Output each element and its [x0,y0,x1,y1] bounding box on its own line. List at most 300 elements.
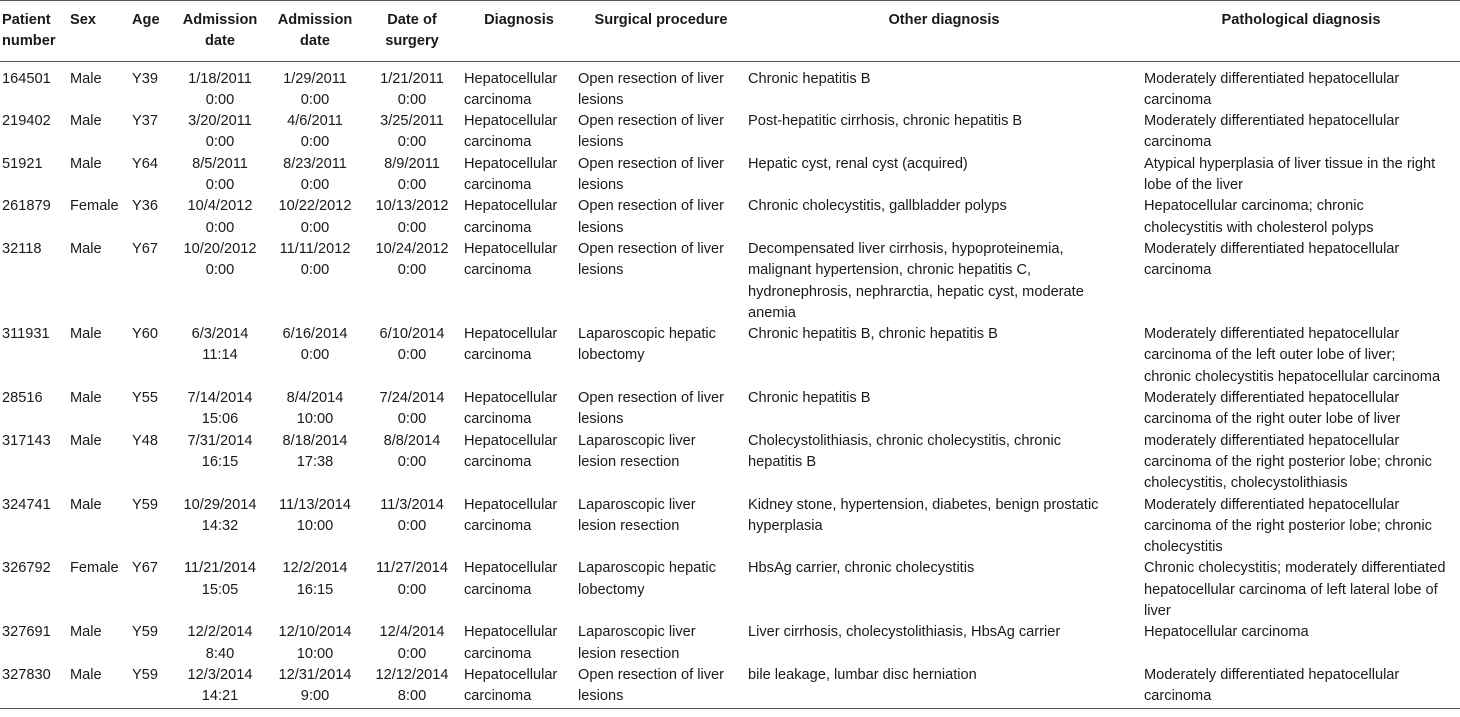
cell-pathological-diagnosis [1142,558,1460,622]
cell-line: lobectomy [578,347,645,364]
header-row [0,1,1460,62]
cell-text: 327691 [2,624,51,641]
cell-pathological-diagnosis [1142,431,1460,495]
cell-line: 10/29/2014 [183,496,257,513]
cell-line: 0:00 [397,347,427,364]
column-header-other-diagnosis [746,1,1142,62]
cell-other-diagnosis [746,431,1142,495]
cell-other-diagnosis [746,154,1142,197]
cell-sex [68,239,130,324]
cell-text: Y55 [132,390,158,407]
cell-date-of-surgery [362,495,462,559]
cell-text: Y64 [132,155,158,172]
cell-line: Moderately differentiated hepatocellular [1144,240,1400,257]
cell-date-of-surgery [362,239,462,324]
cell-age [130,324,172,388]
cell-line: carcinoma of the right posterior lobe; chronic [1144,453,1432,470]
cell-text: Y67 [132,560,158,577]
cell-surgical-procedure [576,558,746,622]
cell-line: carcinoma [464,347,532,364]
cell-admission-date [172,111,268,154]
cell-other-diagnosis [746,665,1142,708]
column-header-text: number [2,33,56,50]
cell-sex [68,61,130,111]
cell-line: 1/29/2011 [283,70,347,87]
cell-line: hepatocellular carcinoma of left lateral lobe of [1144,581,1438,598]
cell-line: 8/9/2011 [384,155,440,172]
cell-age [130,388,172,431]
column-header-text: Date of [387,12,437,28]
cell-admission-date [172,388,268,431]
cell-line: Laparoscopic liver [578,496,696,513]
cell-admission-date [172,154,268,197]
cell-admission-date [172,431,268,495]
column-header-text: surgery [385,33,439,50]
cell-sex [68,665,130,708]
cell-line: Open resection of liver [578,113,725,130]
cell-text: Y59 [132,624,158,641]
cell-admission-date-2 [268,665,362,708]
cell-pathological-diagnosis [1142,495,1460,559]
cell-diagnosis [462,61,576,111]
cell-line: Hepatic cyst, renal cyst (acquired) [748,155,968,172]
cell-age [130,111,172,154]
cell-text: Male [70,624,102,641]
cell-line: 12/2/2014 [187,624,253,641]
cell-admission-date-2 [268,196,362,239]
cell-line: carcinoma [464,645,532,662]
cell-line: Chronic cholecystitis; moderately differentiated [1144,560,1446,577]
cell-diagnosis [462,196,576,239]
cell-line: 7/14/2014 [187,390,253,407]
cell-line: 1/21/2011 [380,70,444,87]
cell-admission-date-2 [268,111,362,154]
cell-line: 11/27/2014 [376,560,448,577]
cell-patient-number [0,154,68,197]
cell-line: 3/20/2011 [188,113,252,130]
cell-line: Open resection of liver [578,240,725,257]
cell-line: carcinoma of the left outer lobe of liver; [1144,347,1396,364]
cell-line: Hepatocellular [464,496,558,513]
cell-other-diagnosis [746,558,1142,622]
cell-line: 0:00 [300,177,330,194]
cell-line: lesions [578,219,624,236]
cell-age [130,431,172,495]
cell-admission-date-2 [268,558,362,622]
cell-text: 219402 [2,113,51,130]
cell-pathological-diagnosis [1142,111,1460,154]
cell-admission-date [172,495,268,559]
cell-line: Laparoscopic liver [578,624,696,641]
cell-surgical-procedure [576,665,746,708]
cell-sex [68,622,130,665]
cell-line: 8/8/2014 [383,432,441,449]
cell-line: 12/12/2014 [375,666,449,683]
cell-line: 0:00 [397,262,427,279]
cell-sex [68,495,130,559]
cell-line: 6/16/2014 [282,326,348,343]
cell-line: Moderately differentiated hepatocellular [1144,70,1400,87]
table-body [0,61,1460,708]
cell-line: Kidney stone, hypertension, diabetes, benign prostatic [748,496,1099,513]
cell-text: Male [70,496,102,513]
cell-text: Male [70,70,102,87]
cell-line: 12/2/2014 [282,560,348,577]
cell-line: Post-hepatitic cirrhosis, chronic hepatitis B [748,113,1023,130]
cell-surgical-procedure [576,495,746,559]
cell-diagnosis [462,239,576,324]
cell-surgical-procedure [576,622,746,665]
cell-date-of-surgery [362,388,462,431]
column-header-text: Patient [2,12,51,28]
cell-line: 0:00 [397,219,427,236]
cell-line: Open resection of liver [578,390,725,407]
cell-line: 1/18/2011 [188,70,252,87]
cell-line: carcinoma [464,411,532,428]
cell-line: 8/5/2011 [192,155,248,172]
cell-line: Decompensated liver cirrhosis, hypoproteinemia, [748,240,1064,257]
column-header-text: date [204,33,235,50]
cell-patient-number [0,558,68,622]
cell-other-diagnosis [746,61,1142,111]
cell-text: Male [70,432,102,449]
cell-line: lesion resection [578,517,680,534]
cell-line: lesions [578,134,624,151]
cell-sex [68,324,130,388]
cell-line: 7/24/2014 [379,390,445,407]
cell-line: carcinoma of the right outer lobe of liver [1144,411,1401,428]
cell-text: Y59 [132,666,158,683]
cell-line: Atypical hyperplasia of liver tissue in the right [1144,155,1436,172]
cell-admission-date-2 [268,431,362,495]
column-header-text: Other diagnosis [888,12,1000,28]
cell-line: lesions [578,177,624,194]
cell-text: Y36 [132,198,158,215]
cell-line: 0:00 [300,134,330,151]
cell-age [130,196,172,239]
cell-surgical-procedure [576,388,746,431]
cell-line: 8/4/2014 [286,390,344,407]
cell-line: 9:00 [300,688,330,705]
cell-line: Moderately differentiated hepatocellular [1144,390,1400,407]
cell-sex [68,558,130,622]
cell-line: 11/13/2014 [279,496,351,513]
cell-surgical-procedure [576,324,746,388]
cell-line: 11:14 [202,347,238,364]
cell-line: Hepatocellular [464,560,558,577]
cell-line: 10:00 [296,411,334,428]
table-row [0,622,1460,665]
cell-text: 164501 [2,70,51,87]
cell-line: 16:15 [296,581,334,598]
column-header-text: Admission [182,12,258,28]
cell-line: 3/25/2011 [380,113,444,130]
cell-line: 8:00 [397,688,427,705]
cell-text: Male [70,155,102,172]
cell-surgical-procedure [576,196,746,239]
cell-line: 11/21/2014 [184,560,256,577]
column-header-text: Diagnosis [484,12,554,28]
cell-line: 8/23/2011 [283,155,347,172]
column-header-text: Pathological diagnosis [1221,12,1381,28]
cell-line: Moderately differentiated hepatocellular [1144,113,1400,130]
cell-sex [68,388,130,431]
cell-line: hepatitis B [748,453,817,470]
cell-age [130,239,172,324]
cell-line: Open resection of liver [578,70,725,87]
column-header-sex [68,1,130,62]
cell-pathological-diagnosis [1142,154,1460,197]
table-row [0,558,1460,622]
cell-text: Y59 [132,496,158,513]
cell-line: 10:00 [296,517,334,534]
cell-line: bile leakage, lumbar disc herniation [748,666,977,683]
cell-line: 0:00 [397,411,427,428]
cell-surgical-procedure [576,61,746,111]
cell-line: 15:06 [201,411,239,428]
cell-diagnosis [462,111,576,154]
column-header-patient-number [0,1,68,62]
cell-admission-date-2 [268,622,362,665]
cell-surgical-procedure [576,239,746,324]
column-header-admission-date [172,1,268,62]
cell-diagnosis [462,154,576,197]
cell-line: carcinoma [464,219,532,236]
cell-line: 10/4/2012 [187,198,253,215]
cell-line: hydronephrosis, nephrarctia, hepatic cyst, moderate [748,283,1084,300]
cell-line: Hepatocellular [464,113,558,130]
cell-line: Cholecystolithiasis, chronic cholecystitis, chronic [748,432,1062,449]
cell-text: Male [70,390,102,407]
cell-date-of-surgery [362,111,462,154]
cell-patient-number [0,239,68,324]
cell-line: Liver cirrhosis, cholecystolithiasis, HbsAg carrier [748,624,1061,641]
cell-line: carcinoma [464,177,532,194]
cell-line: lesions [578,91,624,108]
cell-line: 11/11/2012 [279,240,351,257]
cell-line: moderately differentiated hepatocellular [1144,432,1400,449]
column-header-surgical-procedure [576,1,746,62]
cell-line: 17:38 [296,453,334,470]
cell-line: Hepatocellular [464,240,558,257]
cell-admission-date [172,324,268,388]
cell-line: chronic cholecystitis hepatocellular carcinoma [1144,368,1441,385]
cell-line: Open resection of liver [578,666,725,683]
cell-line: cholecystitis with cholesterol polyps [1144,219,1374,236]
column-header-date-of-surgery [362,1,462,62]
cell-admission-date-2 [268,495,362,559]
cell-age [130,495,172,559]
cell-line: Hepatocellular [464,624,558,641]
cell-line: carcinoma [1144,688,1212,705]
cell-line: lesion resection [578,645,680,662]
cell-line: lesions [578,688,624,705]
cell-admission-date-2 [268,61,362,111]
cell-line: 14:21 [201,688,239,705]
table-row [0,61,1460,111]
cell-line: Laparoscopic liver [578,432,696,449]
cell-line: carcinoma [464,688,532,705]
cell-line: 0:00 [397,645,427,662]
cell-admission-date [172,665,268,708]
cell-diagnosis [462,431,576,495]
cell-surgical-procedure [576,431,746,495]
cell-line: 0:00 [397,91,427,108]
cell-line: carcinoma [464,581,532,598]
cell-line: 10/20/2012 [183,240,257,257]
cell-line: 15:05 [201,581,239,598]
cell-age [130,154,172,197]
cell-text: 32118 [2,240,42,257]
cell-text: Y48 [132,432,158,449]
table-row [0,665,1460,708]
cell-line: 10:00 [296,645,334,662]
cell-sex [68,431,130,495]
cell-text: Male [70,240,102,257]
cell-date-of-surgery [362,196,462,239]
cell-line: 12/31/2014 [278,666,352,683]
cell-other-diagnosis [746,388,1142,431]
cell-line: 10/13/2012 [375,198,449,215]
cell-date-of-surgery [362,665,462,708]
cell-line: 0:00 [300,219,330,236]
cell-line: 0:00 [300,91,330,108]
cell-line: Hepatocellular carcinoma [1144,624,1309,641]
cell-text: Y37 [132,113,158,130]
cell-line: Chronic hepatitis B, chronic hepatitis B [748,326,998,343]
cell-line: lobectomy [578,581,645,598]
column-header-diagnosis [462,1,576,62]
cell-patient-number [0,665,68,708]
cell-other-diagnosis [746,622,1142,665]
cell-other-diagnosis [746,239,1142,324]
cell-diagnosis [462,665,576,708]
cell-pathological-diagnosis [1142,196,1460,239]
cell-line: Hepatocellular [464,70,558,87]
cell-text: 317143 [2,432,51,449]
cell-line: lesions [578,411,624,428]
column-header-text: date [299,33,330,50]
cell-diagnosis [462,558,576,622]
table-row [0,111,1460,154]
cell-line: cholecystitis [1144,539,1223,556]
cell-line: Moderately differentiated hepatocellular [1144,496,1400,513]
cell-line: Chronic cholecystitis, gallbladder polyps [748,198,1007,215]
cell-text: 327830 [2,666,51,683]
cell-line: Hepatocellular [464,432,558,449]
cell-patient-number [0,388,68,431]
cell-line: carcinoma [464,91,532,108]
cell-line: carcinoma [1144,91,1212,108]
cell-patient-number [0,196,68,239]
cell-pathological-diagnosis [1142,61,1460,111]
column-header-text: Sex [70,12,96,28]
table-row [0,154,1460,197]
cell-line: 0:00 [300,262,330,279]
column-header-pathological-diagnosis [1142,1,1460,62]
cell-line: 0:00 [397,453,427,470]
cell-age [130,61,172,111]
cell-line: hyperplasia [748,517,823,534]
cell-line: Moderately differentiated hepatocellular [1144,326,1400,343]
cell-pathological-diagnosis [1142,324,1460,388]
cell-line: 0:00 [205,177,235,194]
cell-surgical-procedure [576,111,746,154]
cell-line: carcinoma [1144,262,1212,279]
cell-other-diagnosis [746,196,1142,239]
cell-line: liver [1144,603,1171,620]
cell-patient-number [0,324,68,388]
cell-line: 0:00 [397,517,427,534]
cell-other-diagnosis [746,324,1142,388]
cell-line: malignant hypertension, chronic hepatitis C, [748,262,1032,279]
cell-text: Y67 [132,240,158,257]
cell-line: lesions [578,262,624,279]
column-header-text: Surgical procedure [594,12,728,28]
cell-date-of-surgery [362,324,462,388]
cell-line: Hepatocellular [464,390,558,407]
cell-line: 16:15 [201,453,239,470]
cell-line: Open resection of liver [578,155,725,172]
cell-line: Hepatocellular [464,666,558,683]
cell-text: 261879 [2,198,51,215]
cell-line: 0:00 [205,91,235,108]
cell-patient-number [0,111,68,154]
cell-line: Chronic hepatitis B [748,390,871,407]
cell-line: 10/24/2012 [375,240,449,257]
cell-other-diagnosis [746,495,1142,559]
cell-line: Open resection of liver [578,198,725,215]
cell-age [130,622,172,665]
column-header-admission-date-2 [268,1,362,62]
cell-admission-date-2 [268,388,362,431]
cell-text: Female [70,198,119,215]
table-row [0,324,1460,388]
cell-line: lesion resection [578,453,680,470]
cell-admission-date [172,196,268,239]
cell-line: carcinoma [464,134,532,151]
cell-date-of-surgery [362,154,462,197]
cell-sex [68,111,130,154]
cell-admission-date [172,239,268,324]
cell-line: carcinoma [1144,134,1212,151]
cell-line: 14:32 [201,517,239,534]
cell-text: 51921 [2,155,43,172]
cell-surgical-procedure [576,154,746,197]
cell-pathological-diagnosis [1142,622,1460,665]
cell-admission-date [172,622,268,665]
cell-text: Female [70,560,119,577]
cell-line: anemia [748,304,796,321]
cell-text: 324741 [2,496,51,513]
cell-date-of-surgery [362,61,462,111]
cell-patient-number [0,622,68,665]
cell-line: carcinoma [464,262,532,279]
cell-text: Male [70,113,102,130]
cell-admission-date-2 [268,154,362,197]
cell-text: 28516 [2,390,43,407]
cell-line: 0:00 [397,177,427,194]
cell-line: 7/31/2014 [187,432,253,449]
cell-other-diagnosis [746,111,1142,154]
table-row [0,196,1460,239]
cell-sex [68,154,130,197]
cell-line: cholecystitis, cholecystolithiasis [1144,475,1348,492]
cell-line: 0:00 [397,581,427,598]
cell-age [130,665,172,708]
cell-admission-date-2 [268,324,362,388]
cell-line: lobe of the liver [1144,177,1243,194]
